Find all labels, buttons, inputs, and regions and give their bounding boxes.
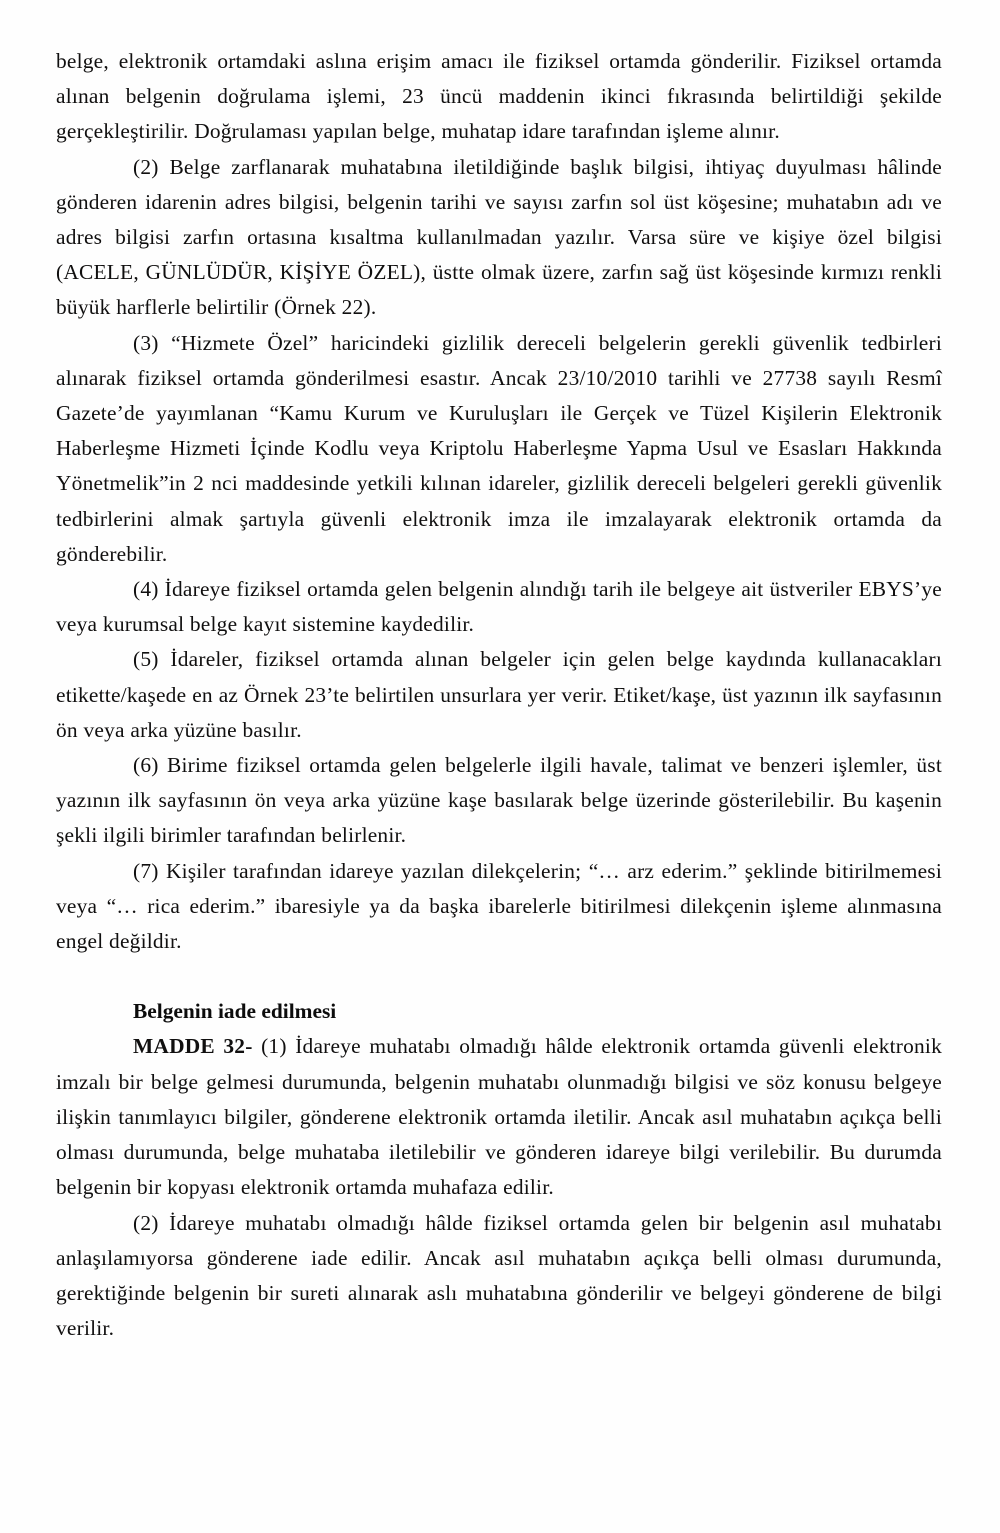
article-32-paragraph-2: (2) İdareye muhatabı olmadığı hâlde fiziksel ortamda gelen bir belgenin asıl muhatabı anlaşılamıyorsa gönderene iade edilir. Ancak asıl muhatabın açıkça belli olması durumunda, gerektiğinde belgenin bir sureti alınarak aslı muhatabına gönderilir ve belgeyi gönderene de bilgi verilir. bbox=[56, 1210, 942, 1341]
article-number-label: MADDE 32- bbox=[133, 1034, 253, 1059]
paragraph-3: (3) “Hizmete Özel” haricindeki gizlilik dereceli belgelerin gerekli güvenlik tedbirleri alınarak fiziksel ortamda gönderilmesi esastır. Ancak 23/10/2010 tarihli ve 27738 sayılı Resmî Gazete’de yayımlanan “Kamu Kurum ve Kuruluşları ile Gerçek ve Tüzel Kişilerin Elektronik Haberleşme Hizmeti İçinde Kodlu veya Kriptolu Haberleşme Yapma Usul ve Esasları Hakkında Yönetmelik”in 2 nci maddesinde yetkili kılınan idareler, gizlilik dereceli belgeleri gerekli güvenlik tedbirlerini almak şartıyla güvenli elektronik imza ile imzalayarak elektronik ortamda da gönderebilir. bbox=[56, 330, 942, 566]
article-32-paragraph-1 bbox=[56, 1029, 942, 1205]
section-heading: Belgenin iade edilmesi bbox=[133, 999, 337, 1024]
paragraph-continued: belge, elektronik ortamdaki aslına erişim amacı ile fiziksel ortamda gönderilir. Fiziksel ortamda alınan belgenin doğrulama işlemi, 23 üncü maddenin ikinci fıkrasında belirtildiği şekilde gerçekleştirilir. Doğrulaması yapılan belge, muhatap idare tarafından işleme alınır. bbox=[56, 49, 942, 144]
paragraph-2: (2) Belge zarflanarak muhatabına iletildiğinde başlık bilgisi, ihtiyaç duyulması hâlinde gönderen idarenin adres bilgisi, belgenin tarihi ve sayısı zarfın sol üst köşesine; muhatabın adı ve adres bilgisi zarfın ortasına kısaltma kullanılmadan yazılır. Varsa süre ve kişiye özel bilgisi (ACELE, GÜNLÜDÜR, KİŞİYE ÖZEL), üstte olmak üzere, zarfın sağ üst köşesinde kırmızı renkli büyük harflerle belirtilir (Örnek 22). bbox=[56, 154, 942, 320]
section-spacer bbox=[56, 959, 942, 994]
article-32-paragraph-1-text: (1) İdareye muhatabı olmadığı hâlde elektronik ortamda güvenli elektronik imzalı bir belge gelmesi durumunda, belgenin muhatabı olunmadığı bilgisi ve söz konusu belgeye ilişkin tanımlayıcı bilgiler, gönderene elektronik ortamda iletilir. Ancak asıl muhatabın açıkça belli olması durumunda, belge muhataba iletilebilir ve gönderen idareye bilgi verilebilir. Bu durumda belgenin bir kopyası elektronik ortamda muhafaza edilir. bbox=[56, 1034, 942, 1200]
paragraph-6: (6) Birime fiziksel ortamda gelen belgelerle ilgili havale, talimat ve benzeri işlemler, üst yazının ilk sayfasının ön veya arka yüzüne kaşe basılarak belge üzerinde gösterilebilir. Bu kaşenin şekli ilgili birimler tarafından belirlenir. bbox=[56, 753, 942, 848]
paragraph-7: (7) Kişiler tarafından idareye yazılan dilekçelerin; “… arz ederim.” şeklinde bitirilmemesi veya “… rica ederim.” ibaresiyle ya da başka ibarelerle bitirilmesi dilekçenin işleme alınmasına engel değildir. bbox=[56, 858, 942, 954]
text-column bbox=[56, 44, 942, 1346]
paragraph-5: (5) İdareler, fiziksel ortamda alınan belgeler için gelen belge kaydında kullanacakları etikette/kaşede en az Örnek 23’te belirtilen unsurlara yer verir. Etiket/kaşe, üst yazının ilk sayfasının ön veya arka yüzüne basılır. bbox=[56, 647, 942, 742]
paragraph-4: (4) İdareye fiziksel ortamda gelen belgenin alındığı tarih ile belgeye ait üstveriler EBYS’ye veya kurumsal belge kayıt sistemine kaydedilir. bbox=[56, 577, 942, 637]
